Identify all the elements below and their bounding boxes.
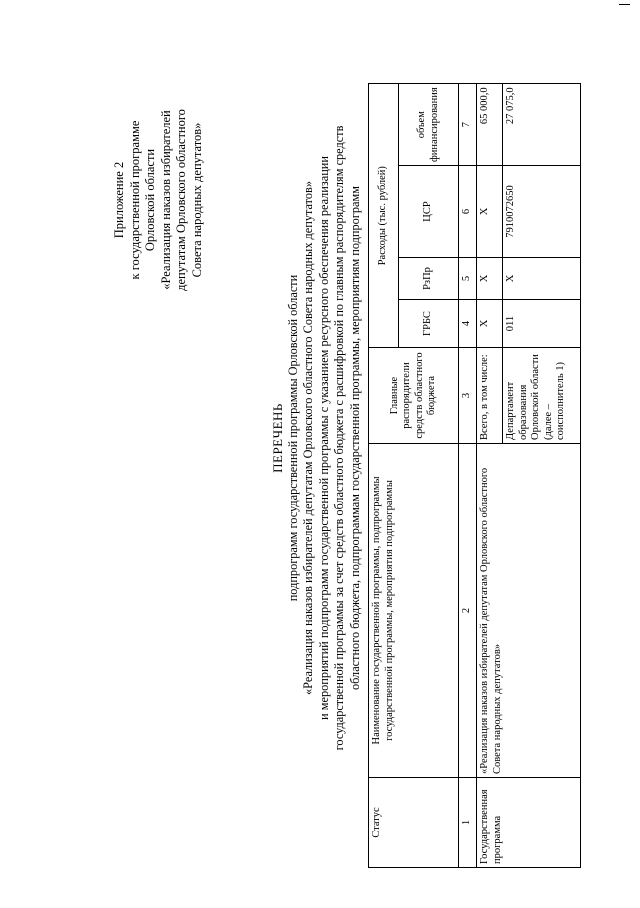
program-table-wrapper: [368, 83, 581, 868]
header-expenses: Расходы (тыс. рублей): [369, 84, 399, 348]
row-grbs: Х: [477, 300, 503, 348]
heading-line: и мероприятий подпрограмм государственной программы с указанием ресурсного обеспечения реализации: [316, 156, 331, 720]
column-number: 1: [459, 778, 477, 868]
row-manager: Департамент образования Орловской области (далее – соисполнитель 1): [503, 348, 581, 444]
heading-line: «Реализация наказов избирателей депутатам Орловского областного Совета народных депутатов»: [301, 181, 316, 695]
row-name: «Реализация наказов избирателей депутатам Орловского областного Совета народных депутатов»: [477, 444, 581, 778]
heading-line: государственной программы за счет средств областного бюджета с расшифровкой по главным распорядителям средств: [332, 125, 347, 751]
program-table: [368, 83, 581, 868]
row-manager: Всего, в том числе:: [477, 348, 503, 444]
header-status: Статус: [369, 778, 459, 868]
header-volume: объем финансирования: [399, 84, 459, 166]
row-volume: 65 000,0: [477, 84, 503, 166]
appendix-line: депутатам Орловского областного: [174, 109, 188, 291]
column-number: 7: [459, 84, 477, 166]
row-csr: 7910072650: [503, 166, 581, 258]
document-title: ПЕРЕЧЕНЬ: [270, 403, 285, 473]
column-number: 2: [459, 444, 477, 778]
document-heading: [270, 78, 363, 798]
row-rzpr: Х: [503, 258, 581, 300]
header-csr: ЦСР: [399, 166, 459, 258]
header-managers: Главные распорядители средств областного бюджета: [369, 348, 459, 444]
row-volume: 27 075,0: [503, 84, 581, 166]
row-csr: Х: [477, 166, 503, 258]
row-grbs: 011: [503, 300, 581, 348]
header-name: Наименование государственной программы, подпрограммы государственной программы, мероприятия подпрограммы: [369, 444, 459, 778]
column-number: 6: [459, 166, 477, 258]
heading-line: областного бюджета, подпрограммам государственной программы, мероприятиям подпрограмм: [347, 185, 362, 691]
column-number: 5: [459, 258, 477, 300]
header-grbs: ГРБС: [399, 300, 459, 348]
appendix-line: Совета народных депутатов»: [189, 122, 204, 278]
row-status: Государственная программа: [477, 778, 581, 868]
appendix-block: [112, 100, 205, 300]
appendix-line: Орловской области: [143, 148, 157, 252]
row-rzpr: Х: [477, 258, 503, 300]
heading-line: подпрограмм государственной программы Орловской области: [286, 274, 300, 602]
table-row: [477, 84, 503, 868]
appendix-line: Приложение 2: [112, 161, 126, 239]
appendix-line: «Реализация наказов избирателей: [158, 110, 173, 290]
column-number: 4: [459, 300, 477, 348]
appendix-line: к государственной программе: [127, 120, 142, 280]
header-rzpr: РзПр: [399, 258, 459, 300]
column-number: 3: [459, 348, 477, 444]
